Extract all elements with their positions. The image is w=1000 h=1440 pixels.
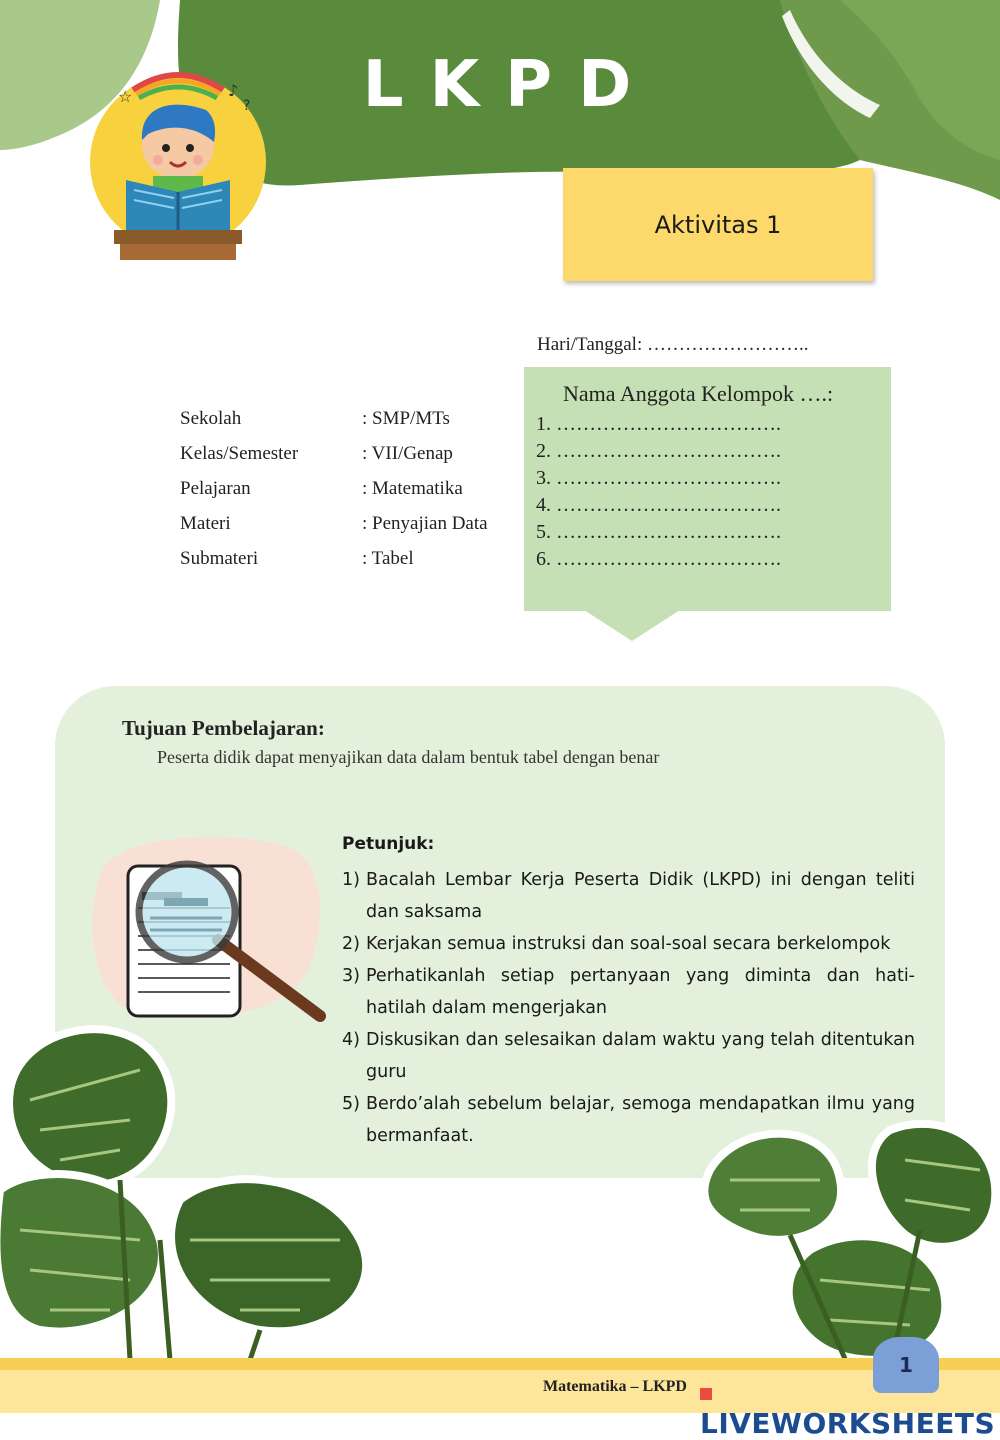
instructions-list xyxy=(342,864,915,1152)
instruction-number: 4) xyxy=(342,1030,360,1050)
instructions-title: Petunjuk: xyxy=(342,834,435,854)
boy-reading-logo xyxy=(78,50,278,265)
monstera-leaves-left xyxy=(0,1010,420,1360)
identity-value: : Matematika xyxy=(362,477,463,499)
svg-text:?: ? xyxy=(243,98,251,114)
footer-text: Matematika – LKPD xyxy=(543,1378,687,1395)
identity-row xyxy=(180,541,512,576)
svg-text:♪: ♪ xyxy=(228,81,239,100)
magnifier-document-icon xyxy=(82,830,332,1030)
group-member-line[interactable]: 4. ……………………………. xyxy=(536,494,781,516)
group-member-list xyxy=(536,411,781,573)
instruction-text: Bacalah Lembar Kerja Peserta Didik (LKPD) ini dengan teliti dan saksama xyxy=(366,870,915,922)
instruction-text: Diskusikan dan selesaikan dalam waktu yang telah ditentukan guru xyxy=(366,1030,915,1082)
identity-row xyxy=(180,506,512,541)
identity-row xyxy=(180,471,512,506)
footer-line xyxy=(0,1358,1000,1370)
watermark-square-icon xyxy=(700,1388,712,1400)
group-member-line[interactable]: 6. ……………………………. xyxy=(536,548,781,570)
group-member-line[interactable]: 1. ……………………………. xyxy=(536,413,781,435)
group-member-line[interactable]: 5. ……………………………. xyxy=(536,521,781,543)
identity-table xyxy=(180,401,512,576)
watermark-text: LIVEWORKSHEETS xyxy=(700,1407,996,1440)
identity-row xyxy=(180,401,512,436)
liveworksheets-watermark xyxy=(700,1374,1000,1440)
identity-value: : SMP/MTs xyxy=(362,407,450,429)
identity-label: Submateri xyxy=(180,547,259,569)
instruction-item xyxy=(342,960,915,1024)
instructions xyxy=(342,834,915,1152)
identity-label: Kelas/Semester xyxy=(180,442,299,464)
instruction-number: 1) xyxy=(342,870,360,890)
instruction-text: Perhatikanlah setiap pertanyaan yang diminta dan hati-hatilah dalam mengerjakan xyxy=(366,966,915,1018)
objective-text: Peserta didik dapat menyajikan data dalam bentuk tabel dengan benar xyxy=(157,747,660,767)
instruction-item xyxy=(342,1024,915,1088)
identity-row xyxy=(180,436,512,471)
instruction-item xyxy=(342,864,915,928)
monstera-leaves-right xyxy=(690,1110,1000,1370)
group-members-box xyxy=(524,367,891,611)
date-line: Hari/Tanggal: …………………….. xyxy=(537,334,809,355)
group-member-line[interactable]: 3. ……………………………. xyxy=(536,467,781,489)
group-title: Nama Anggota Kelompok ….: xyxy=(563,381,834,406)
group-box-pointer xyxy=(584,610,680,641)
identity-value: : Tabel xyxy=(362,547,414,569)
identity-label: Pelajaran xyxy=(180,477,251,499)
identity-value: : VII/Genap xyxy=(362,442,453,464)
instruction-text: Berdo’alah sebelum belajar, semoga mendapatkan ilmu yang bermanfaat. xyxy=(366,1094,915,1146)
objective-title: Tujuan Pembelajaran: xyxy=(122,716,325,740)
page-number: 1 xyxy=(899,1353,913,1377)
instruction-text: Kerjakan semua instruksi dan soal-soal secara berkelompok xyxy=(366,934,891,954)
page-title: LKPD xyxy=(362,48,658,122)
instruction-item xyxy=(342,928,915,960)
identity-label: Materi xyxy=(180,512,231,534)
identity-value: : Penyajian Data xyxy=(362,512,488,534)
instruction-number: 5) xyxy=(342,1094,360,1114)
svg-text:☆: ☆ xyxy=(118,87,133,106)
instruction-number: 2) xyxy=(342,934,360,954)
identity-label: Sekolah xyxy=(180,407,242,429)
activity-label-box xyxy=(563,168,873,281)
instruction-number: 3) xyxy=(342,966,360,986)
activity-label: Aktivitas 1 xyxy=(654,210,782,239)
group-member-line[interactable]: 2. ……………………………. xyxy=(536,440,781,462)
